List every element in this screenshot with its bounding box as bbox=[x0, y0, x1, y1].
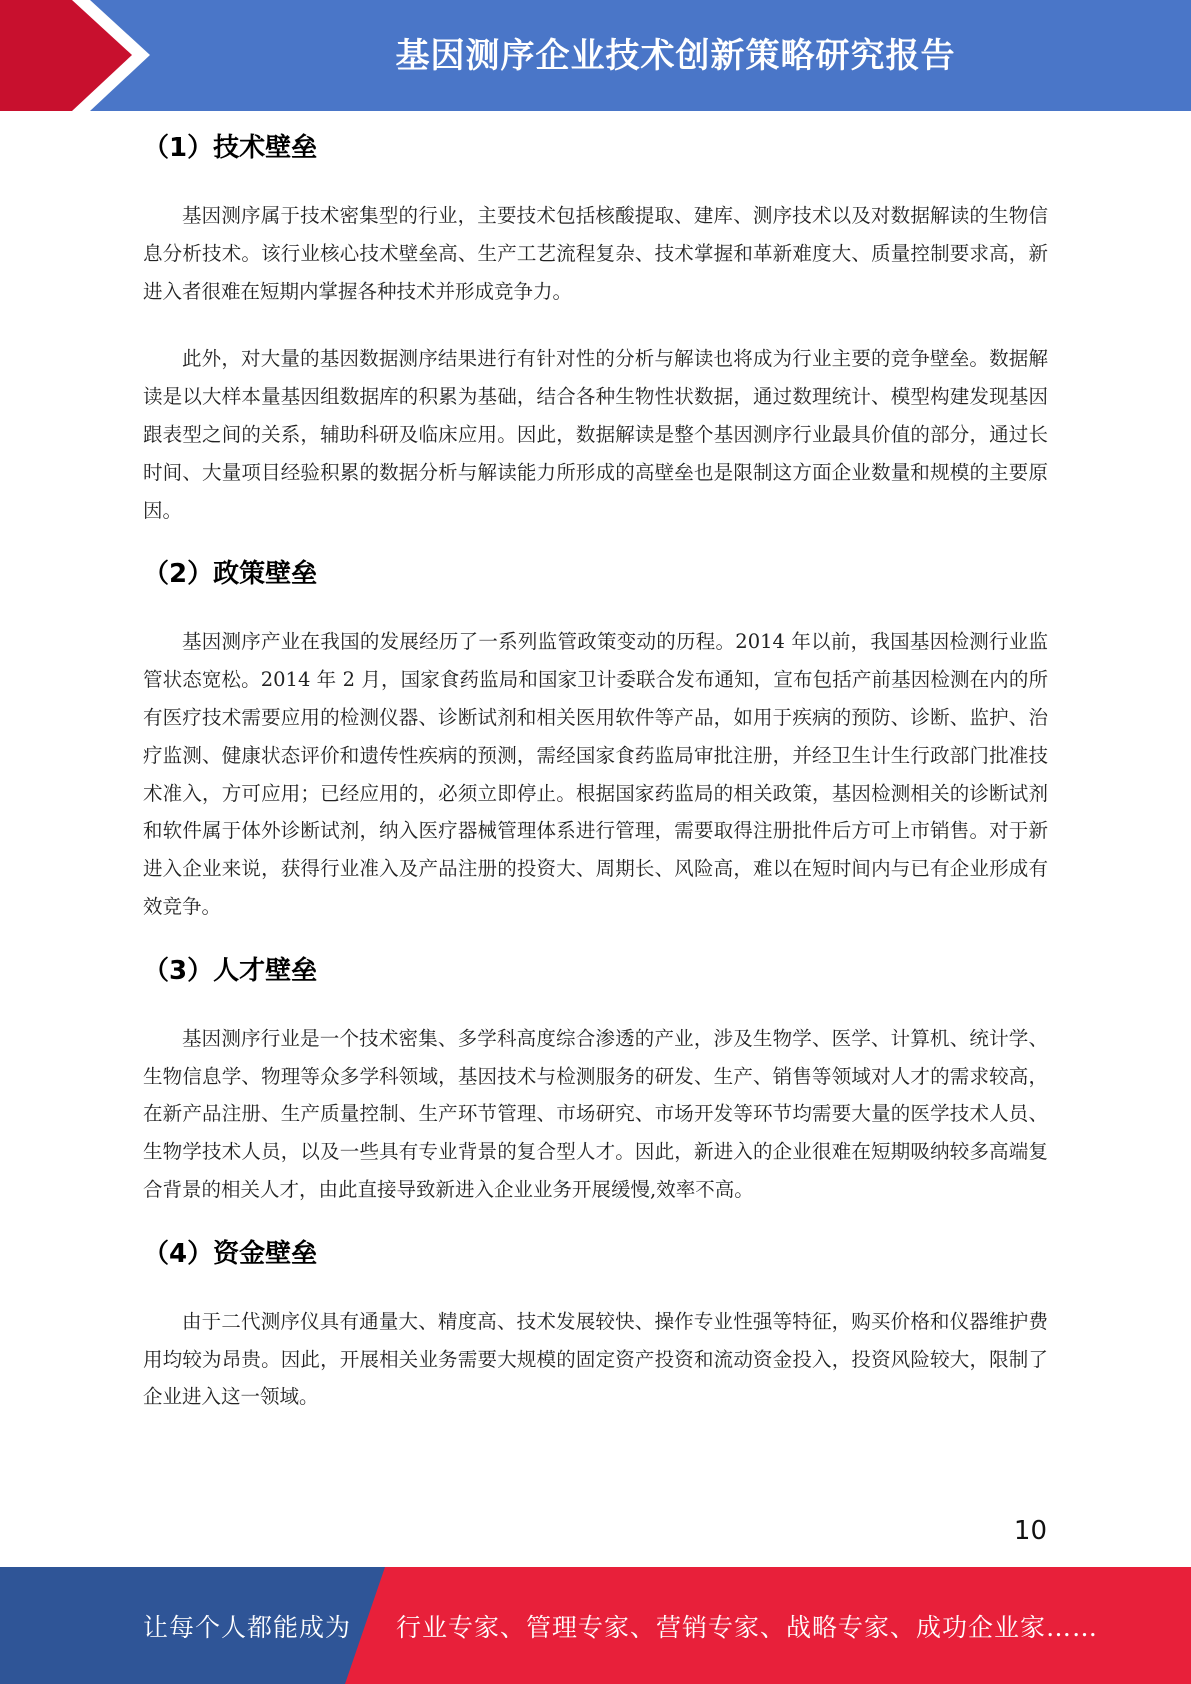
paragraph: 基因测序行业是一个技术密集、多学科高度综合渗透的产业，涉及生物学、医学、计算机、统计学、生物信息学、物理等众多学科领域，基因技术与检测服务的研发、生产、销售等领域对人才的需求较高，在新产品注册、生产质量控制、生产环节管理、市场研究、市场开发等环节均需要大量的医学技术人员、生物学技术人员，以及一些具有专业背景的复合型人才。因此，新进入的企业很难在短期吸纳较多高端复合背景的相关人才，由此直接导致新进入企业业务开展缓慢,效率不高。 bbox=[143, 1026, 1048, 1201]
section-heading: （3）人才壁垒 bbox=[143, 955, 318, 986]
section-heading: （2）政策壁垒 bbox=[143, 559, 318, 590]
section-talent-barrier bbox=[143, 946, 1048, 1209]
page-footer bbox=[0, 1567, 1191, 1684]
header-red-chevron-icon bbox=[0, 0, 160, 111]
paragraph: 由于二代测序仪具有通量大、精度高、技术发展较快、操作专业性强等特征，购买价格和仪器维护费用均较为昂贵。因此，开展相关业务需要大规模的固定资产投资和流动资金投入，投资风险较大，限制了企业进入这一领域。 bbox=[143, 1309, 1048, 1409]
paragraph: 此外，对大量的基因数据测序结果进行有针对性的分析与解读也将成为行业主要的竞争壁垒。数据解读是以大样本量基因组数据库的积累为基础，结合各种生物性状数据，通过数理统计、模型构建发现基因跟表型之间的关系，辅助科研及临床应用。因此，数据解读是整个基因测序行业最具价值的部分，通过长时间、大量项目经验积累的数据分析与解读能力所形成的高壁垒也是限制这方面企业数量和规模的主要原因。 bbox=[143, 347, 1048, 522]
page-header bbox=[0, 0, 1191, 111]
section-heading: （4）资金壁垒 bbox=[143, 1238, 318, 1269]
footer-slogan-right: 行业专家、管理专家、营销专家、战略专家、成功企业家…… bbox=[396, 1612, 1099, 1642]
section-heading: （1）技术壁垒 bbox=[143, 133, 318, 163]
footer-slogan-left: 让每个人都能成为 bbox=[143, 1612, 352, 1642]
paragraph: 基因测序产业在我国的发展经历了一系列监管政策变动的历程。2014 年以前，我国基因检测行业监管状态宽松。2014 年 2 月，国家食药监局和国家卫计委联合发布通知，宣布包括产前基因检测在内的所有医疗技术需要应用的检测仪器、诊断试剂和相关医用软件等产品，如用于疾病的预防、诊断、监护、治疗监测、健康状态评价和遗传性疾病的预测，需经国家食药监局审批注册，并经卫生计生行政部门批准技术准入，方可应用；已经应用的，必须立即停止。根据国家药监局的相关政策，基因检测相关的诊断试剂和软件属于体外诊断试剂，纳入医疗器械管理体系进行管理，需要取得注册批件后方可上市销售。对于新进入企业来说，获得行业准入及产品注册的投资大、周期长、风险高，难以在短时间内与已有企业形成有效竞争。 bbox=[143, 630, 1048, 918]
section-policy-barrier bbox=[143, 549, 1048, 925]
page-number: 10 bbox=[1013, 1516, 1047, 1546]
section-capital-barrier bbox=[143, 1229, 1048, 1416]
paragraph: 基因测序属于技术密集型的行业，主要技术包括核酸提取、建库、测序技术以及对数据解读的生物信息分析技术。该行业核心技术壁垒高、生产工艺流程复杂、技术掌握和革新难度大、质量控制要求高，新进入者很难在短期内掌握各种技术并形成竞争力。 bbox=[143, 204, 1048, 303]
section-technical-barrier bbox=[143, 123, 1048, 529]
report-body bbox=[143, 123, 1048, 1416]
document-title: 基因测序企业技术创新策略研究报告 bbox=[395, 36, 956, 76]
